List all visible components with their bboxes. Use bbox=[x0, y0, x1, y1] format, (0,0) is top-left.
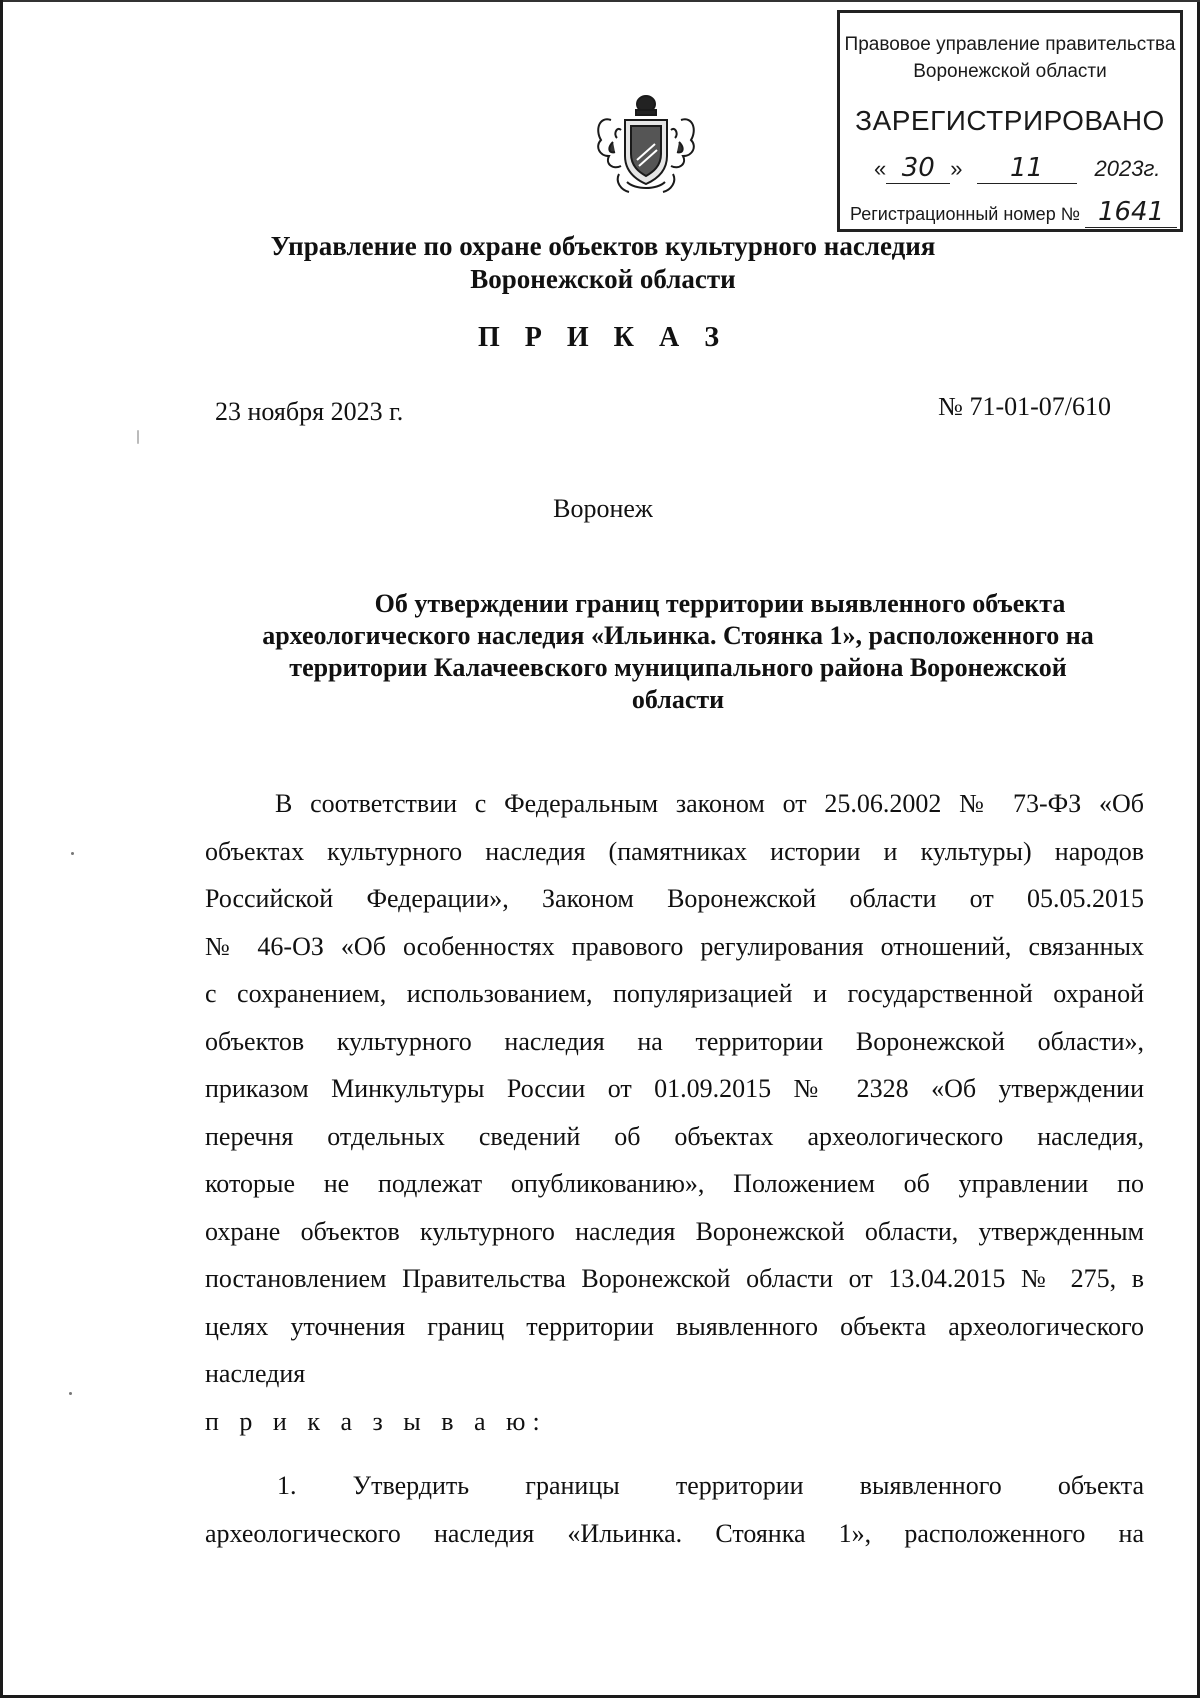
paragraph-line: наследия bbox=[205, 1359, 306, 1388]
organization-title-line1: Управление по охране объектов культурного наследия bbox=[270, 231, 936, 261]
scan-speck bbox=[69, 1392, 72, 1395]
subject-line: Об утверждении границ территории выявленного объекта bbox=[374, 589, 1066, 618]
order-number: № 71-01-07/610 bbox=[938, 392, 1111, 421]
stamp-department bbox=[840, 31, 1180, 85]
point-line: археологического наследия «Ильинка. Стоянка 1», расположенного на bbox=[205, 1518, 1144, 1548]
stamp-department-line2: Воронежской области bbox=[913, 61, 1107, 82]
paragraph-line: Российской Федерации», Законом Воронежской области от 05.05.2015 bbox=[205, 884, 1144, 913]
document-type: П Р И К А З bbox=[478, 322, 728, 353]
preamble-paragraph bbox=[205, 780, 1144, 1398]
paragraph-line: приказом Минкультуры России от 01.09.2015 № 2328 «Об утверждении bbox=[205, 1074, 1144, 1103]
page-top-edge bbox=[3, 0, 1200, 2]
paragraph-line: объектов культурного наследия на территории Воронежской области», bbox=[205, 1026, 1144, 1056]
stamp-date-year: 2023г. bbox=[1094, 156, 1161, 181]
paragraph-line: с сохранением, использованием, популяризацией и государственной охраной bbox=[205, 979, 1144, 1008]
stamp-date-month: 11 bbox=[977, 153, 1077, 184]
organization-title bbox=[3, 230, 1200, 296]
paragraph-line: охране объектов культурного наследия Воронежской области, утвержденным bbox=[205, 1216, 1144, 1246]
registration-stamp bbox=[837, 10, 1183, 232]
subject-line: археологического наследия «Ильинка. Стоянка 1», расположенного на bbox=[262, 621, 1094, 650]
paragraph-line: которые не подлежат опубликованию», Положением об управлении по bbox=[205, 1169, 1144, 1198]
stamp-regnum-label: Регистрационный номер № bbox=[850, 204, 1081, 224]
paragraph-line: объектах культурного наследия (памятниках истории и культуры) народов bbox=[205, 836, 1144, 866]
point-line: 1. Утвердить границы территории выявленного объекта bbox=[277, 1471, 1144, 1500]
city: Воронеж bbox=[553, 494, 653, 523]
order-subject bbox=[213, 588, 1143, 716]
stamp-registration-number bbox=[850, 197, 1180, 228]
order-verb: п р и к а з ы в а ю: bbox=[205, 1407, 547, 1436]
paragraph-line: перечня отдельных сведений об объектах археологического наследия, bbox=[205, 1121, 1144, 1151]
paragraph-line: № 46-ОЗ «Об особенностях правового регулирования отношений, связанных bbox=[205, 931, 1144, 961]
paragraph-line: целях уточнения границ территории выявленного объекта археологического bbox=[205, 1311, 1144, 1341]
stamp-date: « 30 » 11 2023г. bbox=[874, 153, 1161, 183]
coat-of-arms-icon bbox=[591, 90, 701, 198]
paragraph-line: постановлением Правительства Воронежской области от 13.04.2015 № 275, в bbox=[205, 1264, 1144, 1293]
paragraph-line: В соответствии с Федеральным законом от 25.06.2002 № 73-ФЗ «Об bbox=[275, 789, 1144, 818]
stamp-regnum-value: 1641 bbox=[1085, 197, 1177, 228]
scan-speck bbox=[137, 430, 139, 444]
subject-line: территории Калачеевского муниципального района Воронежской bbox=[289, 653, 1067, 682]
order-date: 23 ноября 2023 г. bbox=[215, 397, 404, 426]
order-point-1 bbox=[205, 1462, 1144, 1557]
organization-title-line2: Воронежской области bbox=[470, 264, 736, 294]
stamp-registered-label: ЗАРЕГИСТРИРОВАНО bbox=[855, 105, 1165, 136]
subject-line: области bbox=[631, 685, 725, 714]
scan-speck bbox=[71, 852, 74, 855]
stamp-date-day: 30 bbox=[886, 153, 950, 184]
stamp-department-line1: Правовое управление правительства bbox=[844, 34, 1176, 55]
